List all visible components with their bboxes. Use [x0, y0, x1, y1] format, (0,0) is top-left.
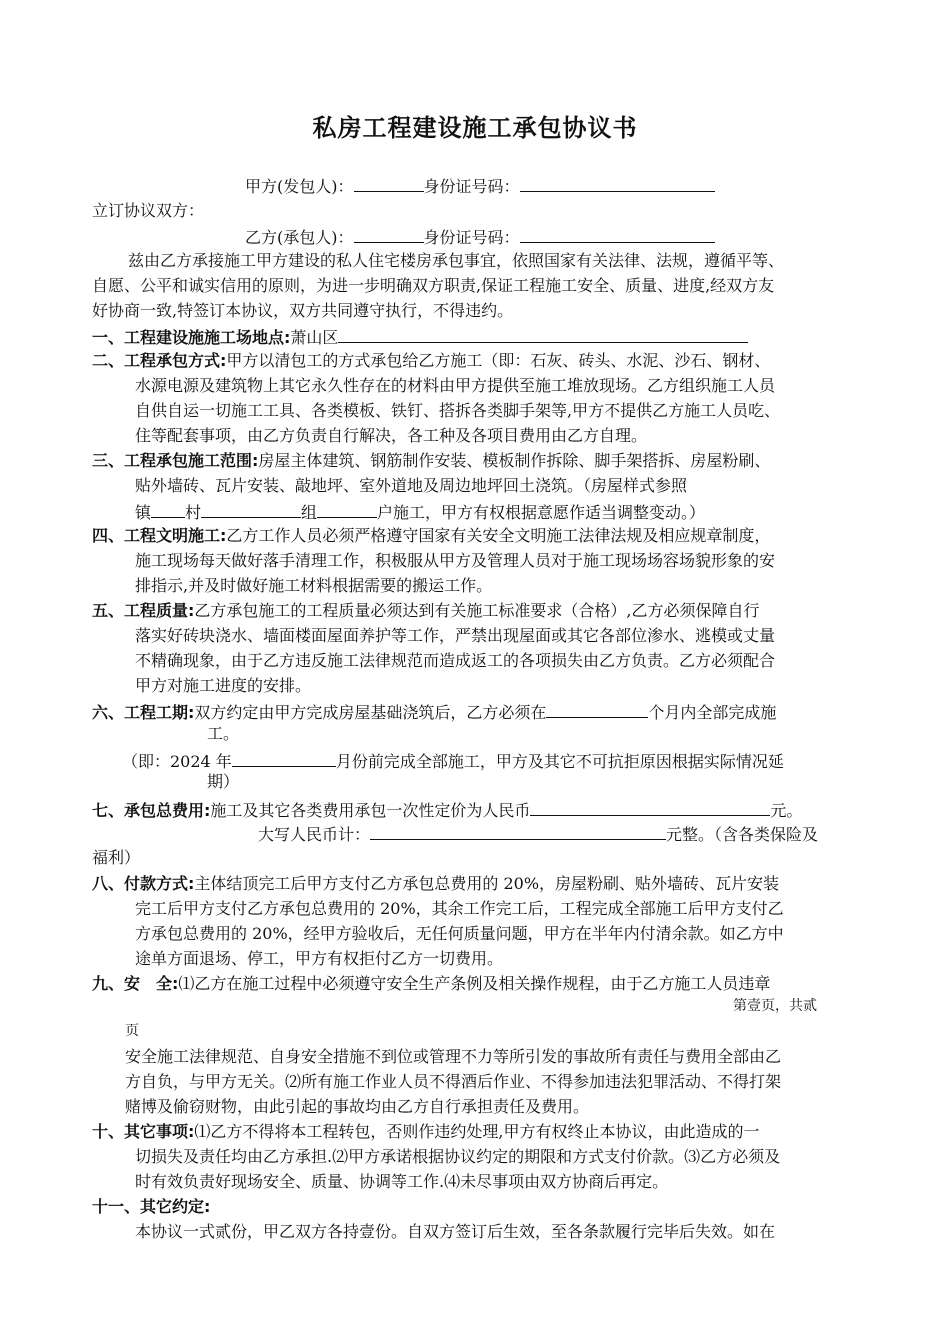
- section-5-line: 不精确现象，由于乙方违反施工法律规范而造成返工的各项损失由乙方负责。乙方必须配合: [135, 651, 776, 670]
- deadline-month-blank[interactable]: [232, 748, 336, 767]
- capital-amount-blank[interactable]: [370, 821, 666, 840]
- section-2-line: 水源电源及建筑物上其它永久性存在的材料由甲方提供至施工堆放现场。乙方组织施工人员: [135, 376, 776, 395]
- village-blank[interactable]: [201, 499, 301, 518]
- page-number-end: 页: [125, 1023, 139, 1039]
- section-5-text: 乙方承包施工的工程质量必须达到有关施工标准要求（合格）,乙方必须保障自行: [194, 601, 760, 620]
- section-6-note-end: 期）: [207, 772, 240, 791]
- party-b-line: [245, 224, 715, 250]
- section-10: [92, 1120, 760, 1144]
- section-4-heading: 四、工程文明施工:: [92, 526, 227, 545]
- section-7: [92, 797, 802, 823]
- page-number: 第壹页，共贰: [733, 998, 817, 1014]
- section-3-line: [135, 499, 705, 525]
- section-5-line: 甲方对施工进度的安排。: [135, 676, 312, 695]
- section-6-line: 工。: [207, 724, 240, 743]
- party-a-id-label: 身份证号码：: [423, 177, 520, 196]
- party-b-id-label: 身份证号码：: [423, 228, 520, 247]
- section-1-text: 萧山区: [290, 328, 339, 347]
- town-label: 镇: [135, 503, 152, 522]
- section-10-line: 切损失及责任均由乙方承担.⑵甲方承诺根据协议约定的期限和方式支付价款。⑶乙方必须及: [135, 1147, 781, 1166]
- group-label: 组: [301, 503, 318, 522]
- capital-amount-label: 大写人民币计：: [258, 825, 371, 844]
- section-6-heading: 六、工程工期:: [92, 703, 195, 722]
- party-a-line: [245, 173, 715, 199]
- preamble-line: 自愿、公平和诚实信用的原则，为进一步明确双方职责,保证工程施工安全、质量、进度,经双方友: [92, 276, 775, 295]
- section-2-line: 住等配套事项，由乙方负责自行解决，各工种及各项目费用由乙方自理。: [135, 426, 648, 445]
- section-5: [92, 599, 760, 623]
- group-blank[interactable]: [317, 499, 377, 518]
- section-8-line: 方承包总费用的 20%，经甲方验收后，无任何质量问题，甲方在半年内付清余款。如乙方中: [135, 924, 784, 943]
- section-9: [92, 972, 770, 996]
- section-6-text: 双方约定由甲方完成房屋基础浇筑后，乙方必须在: [194, 703, 547, 722]
- preamble-line: 兹由乙方承接施工甲方建设的私人住宅楼房承包事宜，依照国家有关法律、法规，遵循平等、: [128, 251, 785, 270]
- preamble-line: 好协商一致,特签订本协议，双方共同遵守执行，不得违约。: [92, 301, 514, 320]
- section-3: [92, 449, 770, 473]
- months-blank[interactable]: [546, 699, 648, 718]
- section-1: [92, 324, 748, 350]
- document-title: 私房工程建设施工承包协议书: [312, 114, 638, 142]
- deadline-prefix: （即：2024 年: [122, 752, 232, 771]
- section-2-heading: 二、工程承包方式:: [92, 351, 227, 370]
- section-7-text: 施工及其它各类费用承包一次性定价为人民币: [210, 801, 531, 820]
- capital-amount-suffix: 元整。（含各类保险及: [666, 825, 819, 844]
- section-10-heading: 十、其它事项:: [92, 1122, 195, 1141]
- town-blank[interactable]: [151, 499, 185, 518]
- section-6-text-end: 个月内全部完成施: [648, 703, 777, 722]
- section-9-text: ⑴乙方在施工过程中必须遵守安全生产条例及相关操作规程，由于乙方施工人员违章: [178, 974, 771, 993]
- section-7-heading: 七、承包总费用:: [92, 801, 211, 820]
- section-10-text: ⑴乙方不得将本工程转包，否则作违约处理,甲方有权终止本协议，由此造成的一: [194, 1122, 760, 1141]
- section-5-line: 落实好砖块浇水、墙面楼面屋面养护等工作，严禁出现屋面或其它各部位渗水、逃模或丈量: [135, 626, 776, 645]
- parties-intro: 立订协议双方：: [92, 201, 205, 220]
- section-2-line: 自供自运一切施工工具、各类模板、铁钉、搭拆各类脚手架等,甲方不提供乙方施工人员吃、: [135, 401, 781, 420]
- party-a-name-blank[interactable]: [354, 173, 424, 192]
- section-4: [92, 524, 770, 548]
- section-10-line: 时有效负责好现场安全、质量、协调等工作.⑷未尽事项由双方协商后再定。: [135, 1172, 669, 1191]
- village-label: 村: [185, 503, 202, 522]
- section-8: [92, 872, 779, 896]
- party-a-id-blank[interactable]: [520, 173, 715, 192]
- section-7-end: 福利）: [92, 848, 141, 867]
- party-b-name-blank[interactable]: [354, 224, 424, 243]
- site-address-blank[interactable]: [338, 324, 748, 343]
- section-3-line: 贴外墙砖、瓦片安装、敲地坪、室外道地及周边地坪回土浇筑。（房屋样式参照: [135, 476, 688, 495]
- party-b-id-blank[interactable]: [520, 224, 715, 243]
- section-9-line: 安全施工法律规范、自身安全措施不到位或管理不力等所引发的事故所有责任与费用全部由乙: [125, 1047, 782, 1066]
- section-2-text: 甲方以清包工的方式承包给乙方施工（即：石灰、砖头、水泥、沙石、钢材、: [226, 351, 771, 370]
- section-3-text: 房屋主体建筑、钢筋制作安装、模板制作拆除、脚手架搭拆、房屋粉刷、: [258, 451, 771, 470]
- party-a-label: 甲方(发包人)：: [245, 177, 354, 196]
- section-5-heading: 五、工程质量:: [92, 601, 195, 620]
- party-b-label: 乙方(承包人)：: [245, 228, 354, 247]
- section-8-heading: 八、付款方式:: [92, 874, 195, 893]
- household-text: 户施工，甲方有权根据意愿作适当调整变动。）: [377, 503, 706, 522]
- section-8-line: 完工后甲方支付乙方承包总费用的 20%，其余工作完工后，工程完成全部施工后甲方支付乙: [135, 899, 784, 918]
- section-7-caps: [258, 821, 818, 847]
- section-11-text: 本协议一式贰份，甲乙双方各持壹份。自双方签订后生效，至各条款履行完毕后失效。如在: [135, 1222, 776, 1241]
- section-4-text: 乙方工作人员必须严格遵守国家有关安全文明施工法律法规及相应规章制度，: [226, 526, 771, 545]
- section-8-text: 主体结顶完工后甲方支付乙方承包总费用的 20%，房屋粉刷、贴外墙砖、瓦片安装: [194, 874, 780, 893]
- section-3-heading: 三、工程承包施工范围:: [92, 451, 259, 470]
- total-price-blank[interactable]: [530, 797, 770, 816]
- section-8-line: 途单方面退场、停工，甲方有权拒付乙方一切费用。: [135, 949, 504, 968]
- deadline-text: 月份前完成全部施工，甲方及其它不可抗拒原因根据实际情况延: [335, 752, 784, 771]
- section-2: [92, 349, 770, 373]
- section-6: [92, 699, 776, 725]
- section-9-line: 赌博及偷窃财物，由此引起的事故均由乙方自行承担责任及费用。: [125, 1097, 590, 1116]
- section-11-heading: 十一、其它约定:: [92, 1197, 211, 1216]
- section-4-line: 施工现场每天做好落手清理工作，积极服从甲方及管理人员对于施工现场场容场貌形象的安: [135, 551, 776, 570]
- section-4-line: 排指示,并及时做好施工材料根据需要的搬运工作。: [135, 576, 493, 595]
- section-9-line: 方自负，与甲方无关。⑵所有施工作业人员不得酒后作业、不得参加违法犯罪活动、不得打架: [125, 1072, 782, 1091]
- section-9-heading: 九、安 全:: [92, 974, 179, 993]
- section-1-heading: 一、工程建设施施工场地点:: [92, 328, 291, 347]
- section-7-unit: 元。: [770, 801, 803, 820]
